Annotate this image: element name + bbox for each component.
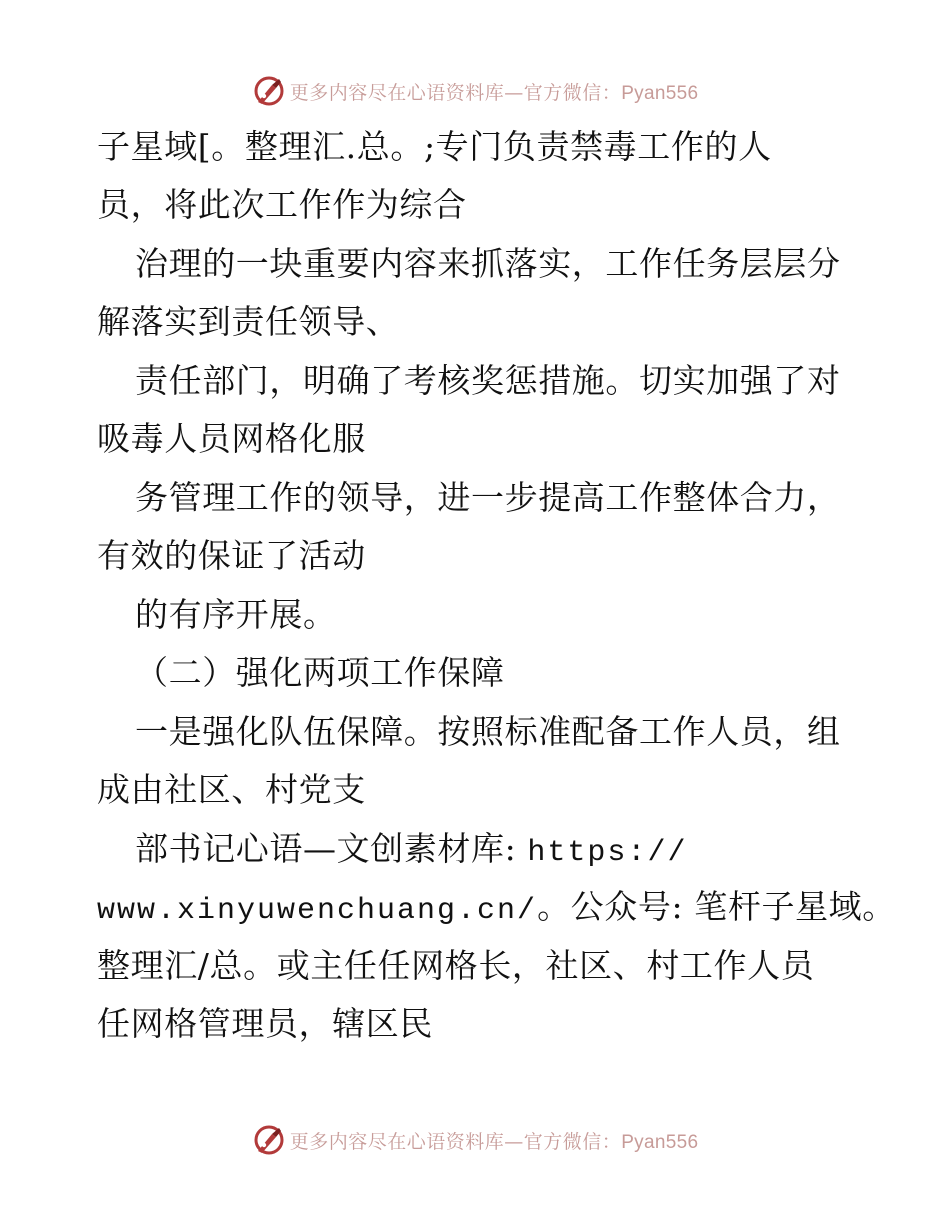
pen-logo-icon — [252, 1123, 286, 1157]
text-line-13-prefix: 部书记心语—文创素材库: — [135, 829, 528, 868]
text-line-15: 整理汇/总。或主任任网格长，社区、村工作人员 — [97, 946, 815, 985]
footer-wechat-id: Pyan556 — [621, 1131, 699, 1153]
text-line-5: 责任部门，明确了考核奖惩措施。切实加强了对 — [135, 361, 841, 400]
footer-banner-label: 更多内容尽在心语资料库—官方微信： — [289, 1130, 622, 1153]
text-line-14 — [97, 887, 896, 927]
section-heading: （二）强化两项工作保障 — [135, 653, 505, 692]
text-line-16: 任网格管理员，辖区民 — [97, 1004, 433, 1043]
header-wechat-id: Pyan556 — [621, 82, 699, 104]
url-link-part-1[interactable]: https:// — [527, 836, 688, 870]
header-banner — [0, 71, 950, 111]
text-line-4: 解落实到责任领导、 — [97, 302, 400, 341]
pen-logo-icon — [252, 74, 286, 108]
text-line-1: 子星域[。整理汇.总。;专门负责禁毒工作的人 — [97, 127, 772, 166]
text-line-9: 的有序开展。 — [135, 595, 337, 634]
text-line-6: 吸毒人员网格化服 — [97, 419, 366, 458]
text-line-11: 一是强化队伍保障。按照标准配备工作人员，组 — [135, 712, 841, 751]
text-line-12: 成由社区、村党支 — [97, 770, 366, 809]
text-line-13 — [135, 829, 687, 869]
text-line-7: 务管理工作的领导，进一步提高工作整体合力， — [135, 478, 841, 517]
text-line-3: 治理的一块重要内容来抓落实，工作任务层层分 — [135, 244, 841, 283]
header-banner-text — [290, 78, 699, 105]
text-line-14-suffix: 。公众号: 笔杆子星域。 — [537, 887, 896, 926]
text-line-8: 有效的保证了活动 — [97, 536, 366, 575]
footer-banner — [0, 1120, 950, 1160]
url-link-part-2[interactable]: www.xinyuwenchuang.cn/ — [97, 894, 538, 928]
footer-banner-text — [290, 1127, 699, 1154]
text-line-2: 员，将此次工作作为综合 — [97, 185, 467, 224]
header-banner-label: 更多内容尽在心语资料库—官方微信： — [289, 81, 622, 104]
